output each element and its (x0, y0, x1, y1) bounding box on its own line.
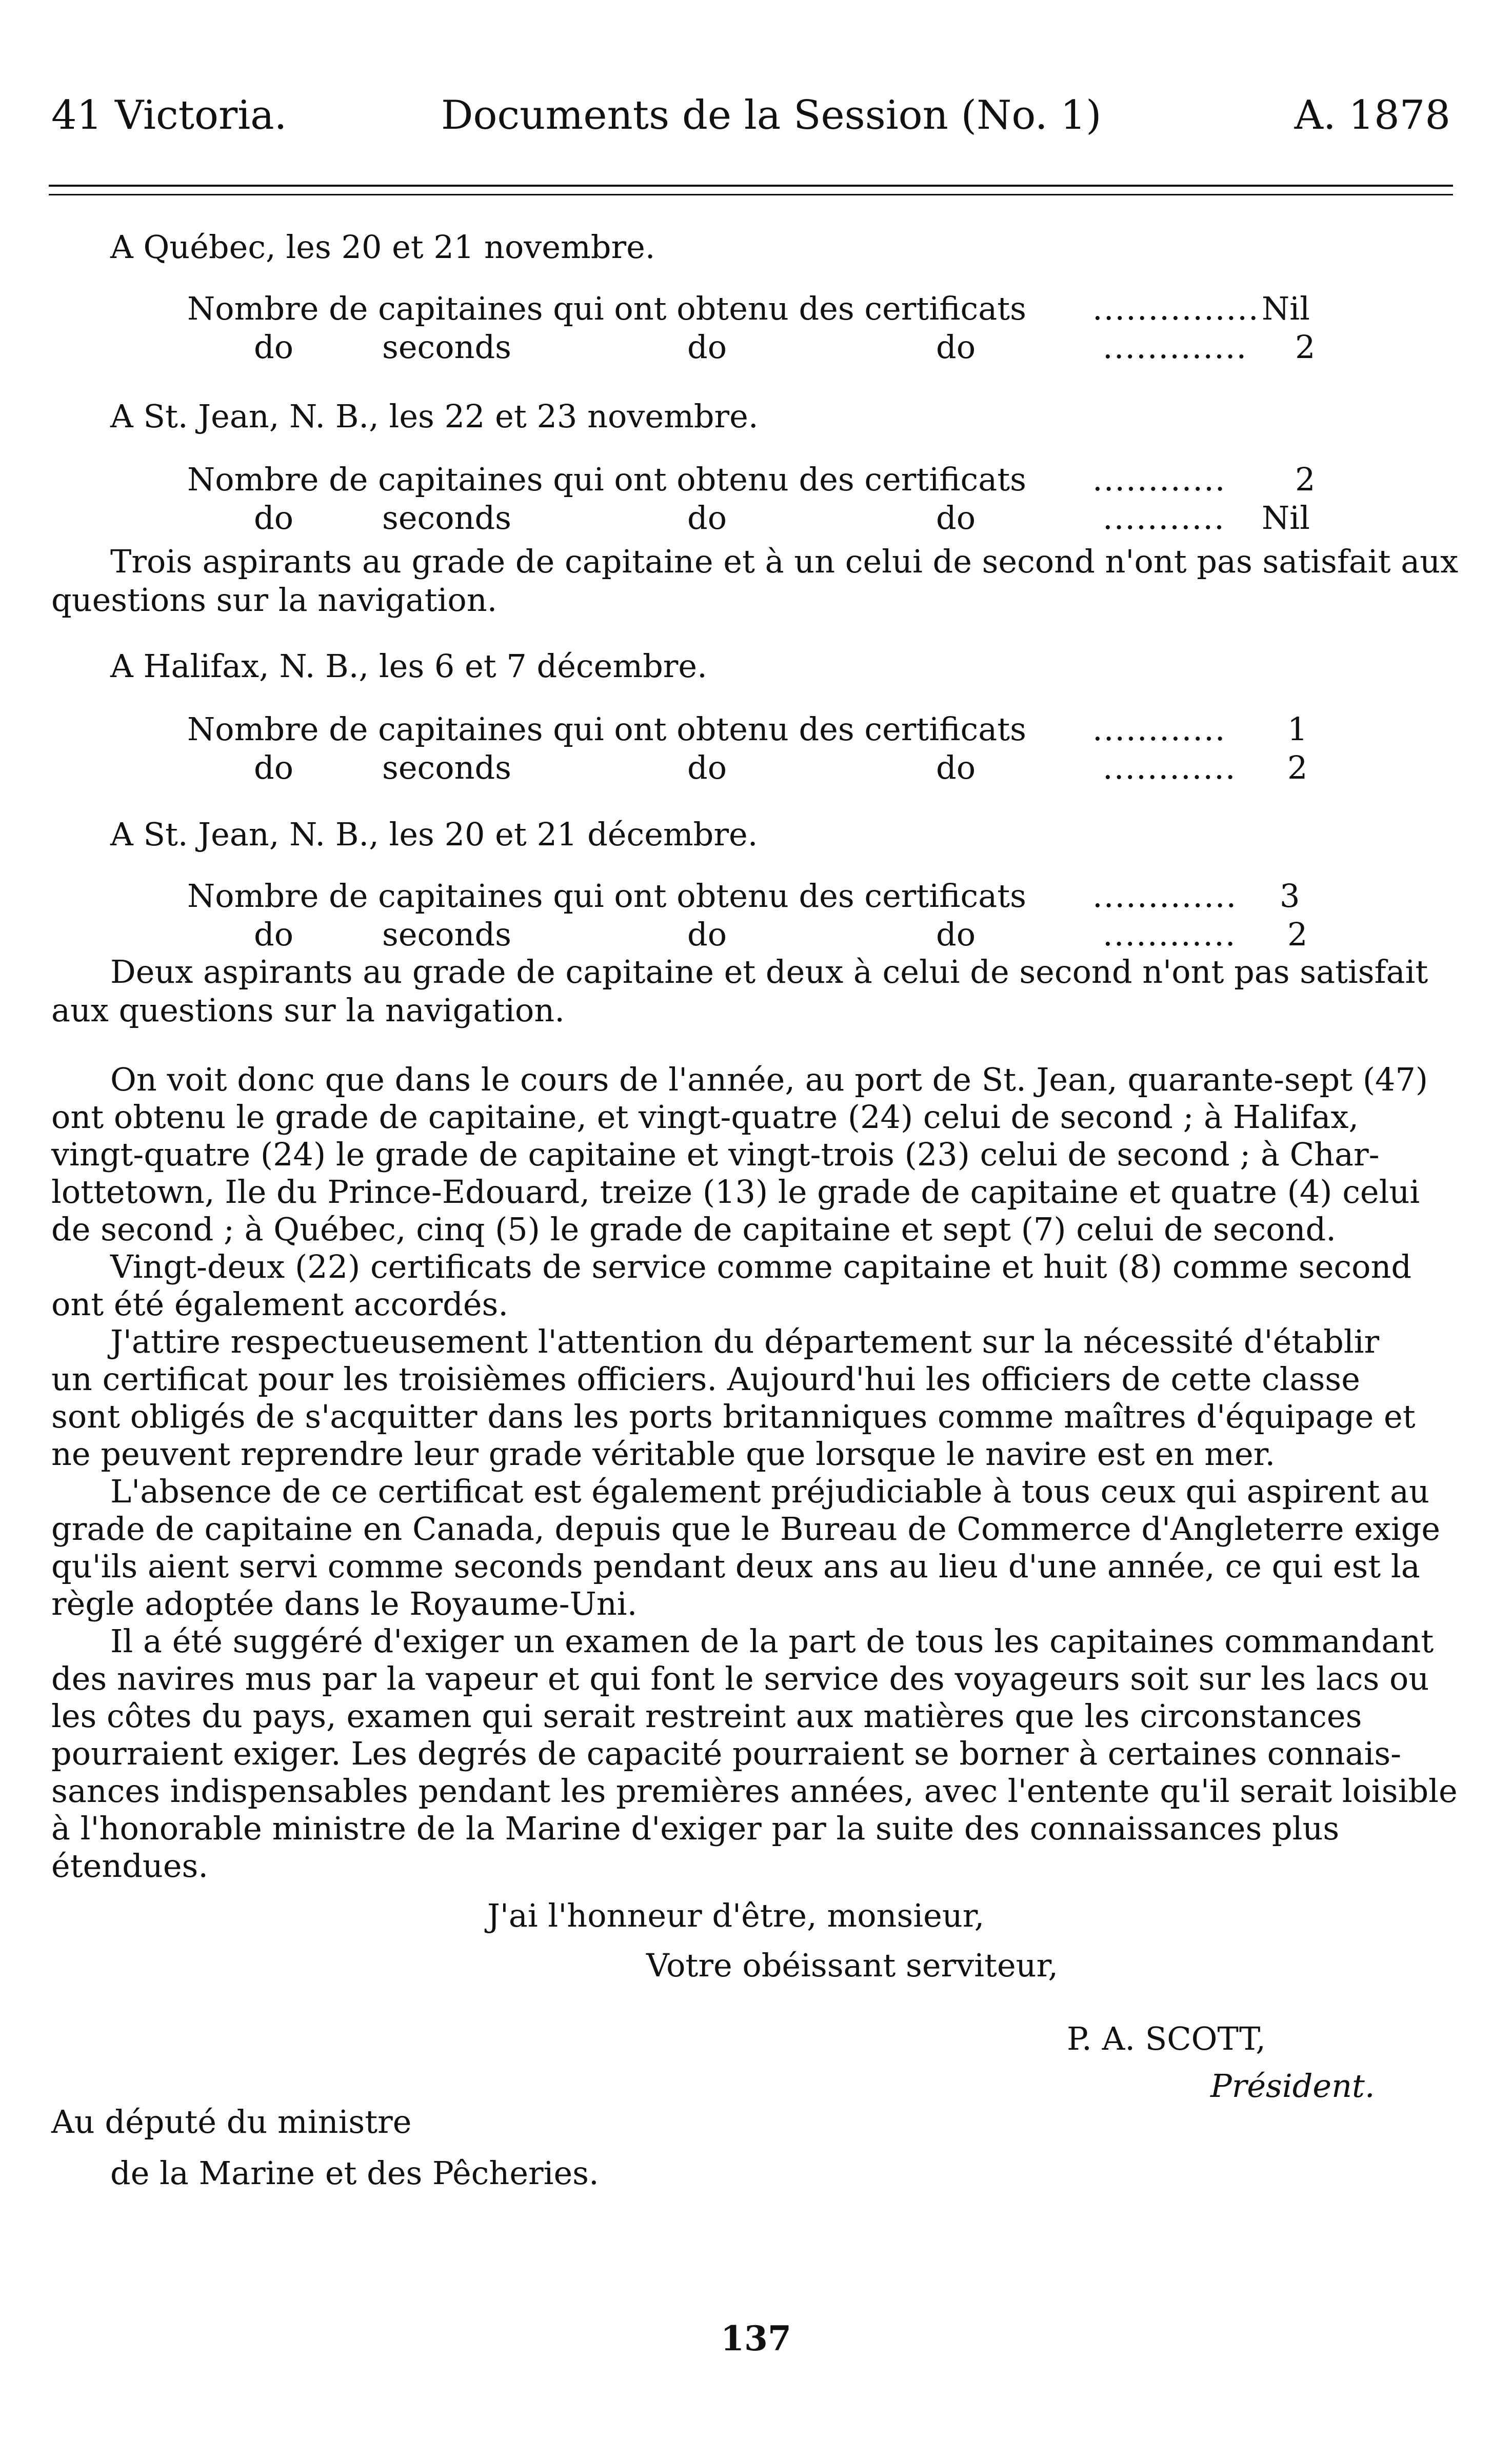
dot-leader: ............. (1092, 877, 1238, 915)
paragraph-line: étendues. (51, 1847, 209, 1885)
paragraph-line: un certificat pour les troisièmes officiers. Aujourd'hui les officiers de cette classe (51, 1360, 1360, 1398)
paragraph-line: sont obligés de s'acquitter dans les ports britanniques comme maîtres d'équipage et (51, 1398, 1416, 1435)
paragraph-line: à l'honorable ministre de la Marine d'exiger par la suite des connaissances plus (51, 1810, 1340, 1847)
seconds-value: 2 (1287, 749, 1308, 786)
note-line: aux questions sur la navigation. (51, 992, 565, 1029)
section-place: A Québec, les 20 et 21 novembre. (110, 228, 655, 266)
closing-valediction: Votre obéissant serviteur, (646, 1947, 1059, 1984)
paragraph-line: Vingt-deux (22) certificats de service comme capitaine et huit (8) comme second (110, 1248, 1412, 1285)
paragraph-line: L'absence de ce certificat est également préjudiciable à tous ceux qui aspirent au (110, 1473, 1429, 1510)
ditto-mark: do (254, 916, 294, 953)
paragraph-line: les côtes du pays, examen qui serait restreint aux matières que les circonstances (51, 1697, 1362, 1735)
seconds-value: 2 (1287, 916, 1308, 953)
section-place: A St. Jean, N. B., les 22 et 23 novembre. (110, 398, 759, 435)
ditto-mark: do (687, 749, 727, 786)
captains-label: Nombre de capitaines qui ont obtenu des certificats (187, 290, 1026, 327)
paragraph-line: règle adoptée dans le Royaume-Uni. (51, 1585, 638, 1622)
dot-leader: ............... (1092, 290, 1260, 327)
ditto-mark: do (936, 328, 976, 366)
dot-leader: ............ (1092, 710, 1226, 748)
ditto-mark: do (936, 499, 976, 537)
header-title: Documents de la Session (No. 1) (441, 92, 1102, 138)
seconds-label: seconds (382, 328, 511, 366)
signature-title: Président. (1210, 2067, 1375, 2105)
paragraph-line: On voit donc que dans le cours de l'année, au port de St. Jean, quarante-sept (47) (110, 1061, 1428, 1098)
section-place: A St. Jean, N. B., les 20 et 21 décembre. (110, 816, 758, 853)
page-number: 137 (721, 2318, 791, 2358)
signature-name: P. A. SCOTT, (1067, 2020, 1266, 2057)
captains-value: 2 (1295, 461, 1316, 498)
paragraph-line: ont obtenu le grade de capitaine, et vingt-quatre (24) celui de second ; à Halifax, (51, 1098, 1359, 1136)
seconds-value: Nil (1262, 499, 1310, 537)
note-line: Trois aspirants au grade de capitaine et à un celui de second n'ont pas satisfait aux (110, 543, 1459, 580)
paragraph-line: grade de capitaine en Canada, depuis que le Bureau de Commerce d'Angleterre exige (51, 1510, 1441, 1548)
address-line: Au député du ministre (51, 2103, 412, 2140)
ditto-mark: do (936, 916, 976, 953)
header-volume: 41 Victoria. (51, 92, 287, 138)
paragraph-line: des navires mus par la vapeur et qui font le service des voyageurs soit sur les lacs ou (51, 1660, 1429, 1697)
note-line: Deux aspirants au grade de capitaine et deux à celui de second n'ont pas satisfait (110, 953, 1428, 990)
paragraph-line: vingt-quatre (24) le grade de capitaine et vingt-trois (23) celui de second ; à Char- (51, 1136, 1380, 1173)
seconds-label: seconds (382, 749, 511, 786)
paragraph-line: pourraient exiger. Les degrés de capacité pourraient se borner à certaines connais- (51, 1735, 1402, 1772)
captains-value: 3 (1280, 877, 1300, 915)
note-line: questions sur la navigation. (51, 581, 498, 619)
paragraph-line: lottetown, Ile du Prince-Edouard, treize (13) le grade de capitaine et quatre (4) celui (51, 1173, 1420, 1211)
paragraph-line: J'attire respectueusement l'attention du département sur la nécessité d'établir (110, 1323, 1380, 1360)
section-place: A Halifax, N. B., les 6 et 7 décembre. (110, 647, 707, 685)
paragraph-line: Il a été suggéré d'exiger un examen de la part de tous les capitaines commandant (110, 1622, 1434, 1660)
dot-leader: ............ (1103, 749, 1237, 786)
dot-leader: ............ (1103, 916, 1237, 953)
ditto-mark: do (254, 749, 294, 786)
paragraph-line: ont été également accordés. (51, 1285, 509, 1323)
dot-leader: ........... (1103, 499, 1225, 537)
address-line: de la Marine et des Pêcheries. (110, 2154, 599, 2192)
ditto-mark: do (936, 749, 976, 786)
captains-value: 1 (1287, 710, 1308, 748)
ditto-mark: do (687, 499, 727, 537)
seconds-value: 2 (1295, 328, 1316, 366)
seconds-label: seconds (382, 499, 511, 537)
paragraph-line: de second ; à Québec, cinq (5) le grade de capitaine et sept (7) celui de second. (51, 1211, 1336, 1248)
captains-label: Nombre de capitaines qui ont obtenu des certificats (187, 877, 1026, 915)
body-text (51, 0, 1459, 2458)
header-year: A. 1878 (1294, 92, 1450, 138)
ditto-mark: do (687, 916, 727, 953)
paragraph-line: sances indispensables pendant les premières années, avec l'entente qu'il serait loisible (51, 1772, 1458, 1810)
paragraph-line: qu'ils aient servi comme seconds pendant deux ans au lieu d'une année, ce qui est la (51, 1548, 1420, 1585)
ditto-mark: do (254, 499, 294, 537)
ditto-mark: do (687, 328, 727, 366)
paragraph-line: ne peuvent reprendre leur grade véritable que lorsque le navire est en mer. (51, 1435, 1276, 1473)
ditto-mark: do (254, 328, 294, 366)
seconds-label: seconds (382, 916, 511, 953)
closing-salutation: J'ai l'honneur d'être, monsieur, (487, 1897, 985, 1934)
captains-label: Nombre de capitaines qui ont obtenu des certificats (187, 461, 1026, 498)
captains-value: Nil (1262, 290, 1310, 327)
dot-leader: ............. (1103, 328, 1248, 366)
captains-label: Nombre de capitaines qui ont obtenu des certificats (187, 710, 1026, 748)
dot-leader: ............ (1092, 461, 1226, 498)
